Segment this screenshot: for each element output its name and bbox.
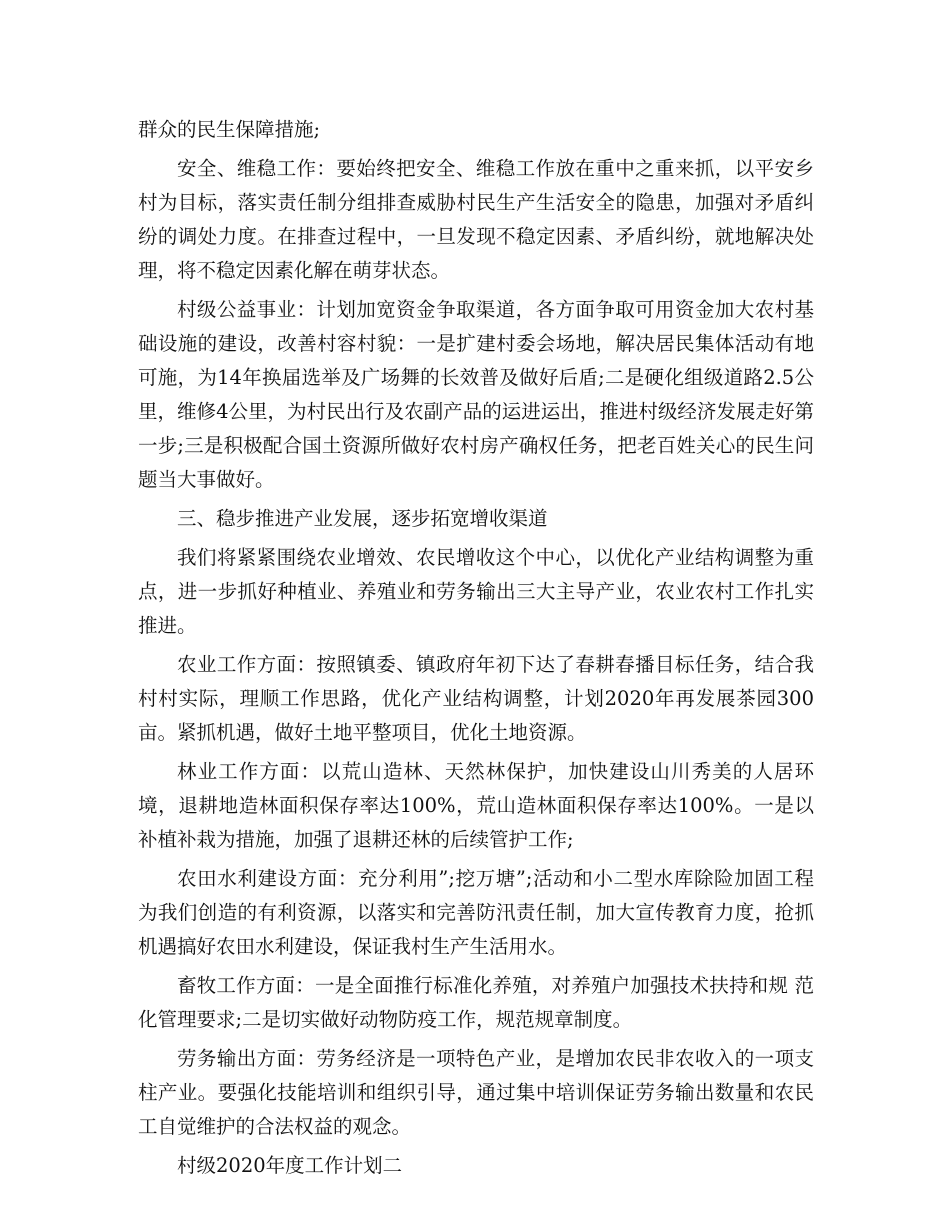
paragraph-labor-export: 劳务输出方面：劳务经济是一项特色产业，是增加农民非农收入的一项支柱产业。要强化技能培训和组织引导，通过集中培训保证劳务输出数量和农民工自觉维护的合法权益的观念。 (138, 1047, 814, 1138)
paragraph-livestock: 畜牧工作方面：一是全面推行标准化养殖，对养殖户加强技术扶持和规 范化管理要求;二是切实做好动物防疫工作，规范规章制度。 (138, 974, 814, 1031)
paragraph-industry-intro: 我们将紧紧围绕农业增效、农民增收这个中心，以优化产业结构调整为重点，进一步抓好种植业、养殖业和劳务输出三大主导产业，农业农村工作扎实推进。 (138, 546, 814, 637)
document-body (138, 113, 814, 1188)
paragraph-safety-stability: 安全、维稳工作：要始终把安全、维稳工作放在重中之重来抓，以平安乡村为目标，落实责任制分组排查威胁村民生产生活安全的隐患，加强对矛盾纠纷的调处力度。在排查过程中，一旦发现不稳定因素、矛盾纠纷，就地解决处理，将不稳定因素化解在萌芽状态。 (138, 157, 814, 282)
paragraph-continuation: 群众的民生保障措施; (138, 118, 321, 141)
paragraph-water-conservancy: 农田水利建设方面：充分利用”;挖万塘”;活动和小二型水库除险加固工程为我们创造的有利资源，以落实和完善防汛责任制，加大宣传教育力度，抢抓机遇搞好农田水利建设，保证我村生产生活用水。 (138, 867, 814, 958)
heading-plan-two: 村级2020年度工作计划二 (177, 1154, 403, 1177)
paragraph-agriculture: 农业工作方面：按照镇委、镇政府年初下达了春耕春播目标任务，结合我村村实际，理顺工作思路，优化产业结构调整，计划2020年再发展茶园300亩。紧抓机遇，做好土地平整项目，优化土地资源。 (138, 653, 814, 744)
section-heading-industry: 三、稳步推进产业发展，逐步拓宽增收渠道 (177, 507, 548, 530)
paragraph-public-welfare: 村级公益事业：计划加宽资金争取渠道，各方面争取可用资金加大农村基础设施的建设，改善村容村貌：一是扩建村委会场地，解决居民集体活动有地可施，为14年换届选举及广场舞的长效普及做好后盾;二是硬化组级道路2.5公里，维修4公里，为村民出行及农副产品的运进运出，推进村级经济发展走好第一步;三是积极配合国土资源所做好农村房产确权任务，把老百姓关心的民生问题当大事做好。 (138, 298, 814, 491)
paragraph-forestry: 林业工作方面：以荒山造林、天然林保护，加快建设山川秀美的人居环境，退耕地造林面积保存率达100%，荒山造林面积保存率达100%。一是以补植补栽为措施，加强了退耕还林的后续管护工作; (138, 760, 814, 851)
